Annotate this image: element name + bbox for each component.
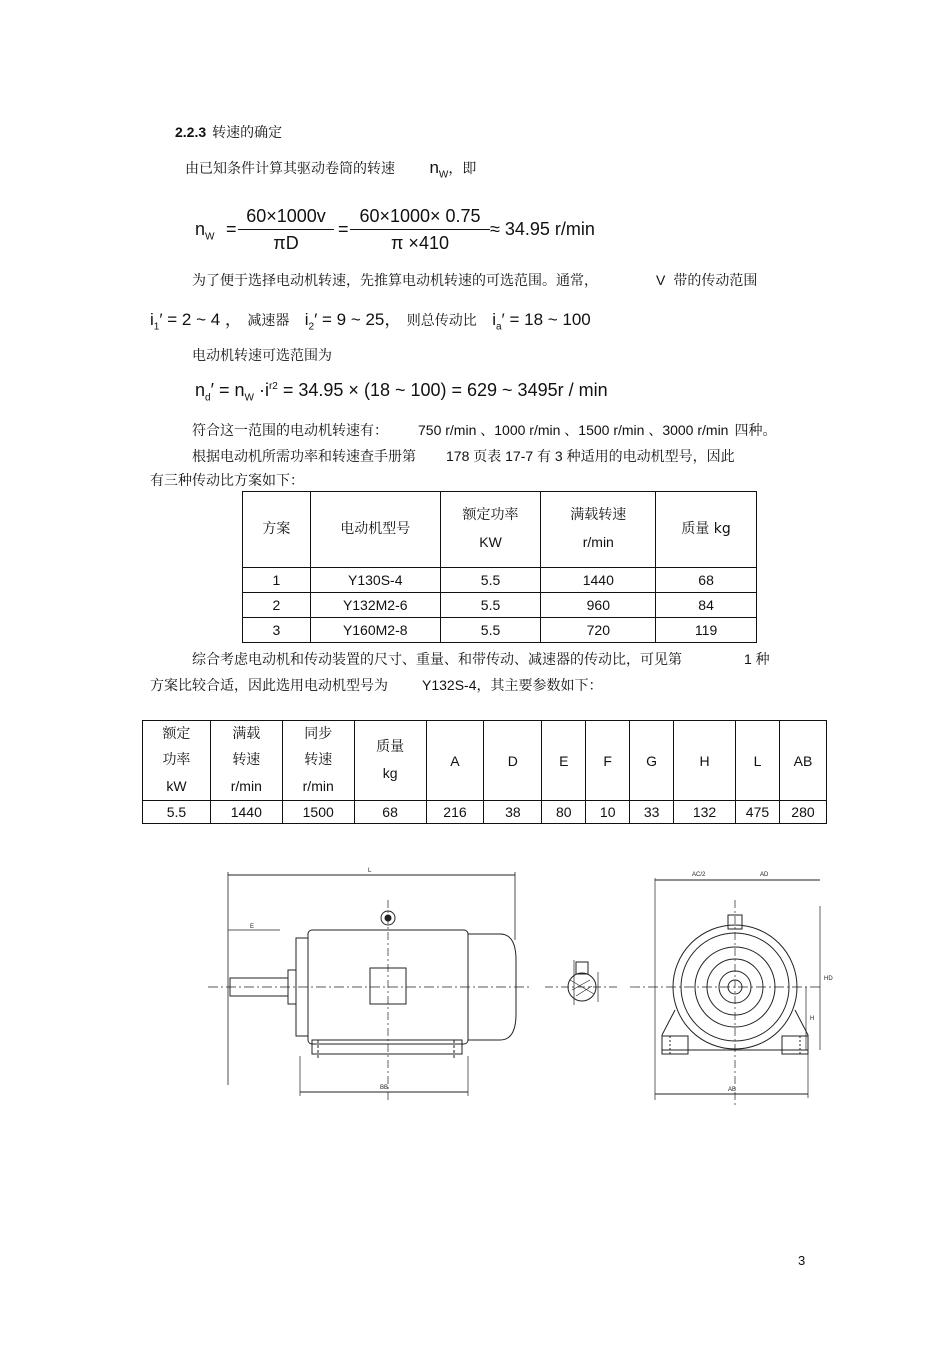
table2-h3-l0: 质量: [376, 739, 405, 755]
paragraph-6-b: 1 种: [744, 651, 770, 667]
ratios-line: [150, 305, 591, 332]
table1-h3-l0: 满载转速: [570, 507, 627, 523]
label-ac2: AC/2: [692, 872, 706, 878]
ratio-i2-symbol: i: [304, 310, 309, 329]
fraction-1-num: 60×1000v: [246, 206, 326, 226]
section-title: [175, 122, 282, 142]
table2-header-ab: AB: [779, 721, 826, 801]
reducer-label: 减速器: [247, 313, 290, 329]
table-cell: 5.5: [143, 801, 211, 824]
table2-h2-l1: 转速: [304, 752, 333, 768]
paragraph-4-text: 符合这一范围的电动机转速有：: [192, 423, 388, 439]
formula-eq-1: =: [226, 219, 237, 239]
fraction-1-den: πD: [273, 233, 299, 253]
foot-left: [662, 1036, 688, 1054]
table-cell: 1440: [210, 801, 282, 824]
paragraph-1-text: 由已知条件计算其驱动卷筒的转速: [185, 161, 395, 177]
table1-h4-l0: 质量 kg: [681, 521, 731, 537]
table2-header-sync-speed: [282, 721, 354, 801]
table-row: [243, 593, 757, 618]
table-cell: 280: [779, 801, 826, 824]
fraction-2-bar: [350, 229, 490, 230]
table1-h3-l1: r/min: [582, 534, 614, 550]
table1-header-mass: [656, 492, 757, 568]
paragraph-5-line-1: [192, 446, 735, 466]
formula2-mid: = n: [218, 380, 245, 400]
paragraph-2-text: 为了便于选择电动机转速，先推算电动机转速的可选范围。通常，: [192, 273, 598, 289]
formula2-lhs: n: [195, 380, 206, 400]
base-foot: [312, 1040, 462, 1054]
paragraph-4-tail: 四种。: [734, 423, 777, 439]
table-cell: 5.5: [440, 618, 541, 643]
table2-header-mass: [354, 721, 426, 801]
total-ratio-label: 则总传动比: [406, 313, 477, 329]
paragraph-6-c: 方案比较合适，因此选用电动机型号为: [150, 678, 388, 694]
label-ab: AB: [728, 1087, 737, 1093]
ratio-i1-symbol: i: [150, 310, 154, 329]
paragraph-1: [185, 158, 476, 180]
table1-h2-l0: 额定功率: [462, 507, 519, 523]
var-n: n: [429, 158, 439, 177]
formula2-sup: r2: [268, 381, 278, 392]
table-row: [243, 618, 757, 643]
fraction-1: [238, 206, 334, 254]
paragraph-6-line-1: [192, 649, 770, 669]
table1-header-model: [310, 492, 440, 568]
fraction-2-num: 60×1000× 0.75: [359, 206, 481, 226]
label-hd: HD: [824, 976, 833, 982]
formula2-prime: ′: [210, 380, 214, 400]
section-heading: 转速的确定: [212, 125, 283, 141]
table2-h0-l1: 功率: [162, 752, 191, 768]
table-cell: 1440: [541, 568, 656, 593]
label-ad: AD: [760, 872, 769, 878]
speed-options: 750 r/min 、1000 r/min 、1500 r/min 、3000 r/min: [418, 422, 729, 438]
table2-h1-l1: 转速: [232, 752, 261, 768]
label-l: L: [368, 868, 372, 874]
formula-result: ≈ 34.95 r/min: [490, 219, 595, 239]
table2-h1-l2: r/min: [230, 778, 262, 794]
ratio-i2-value: ′ = 9 ~ 25，: [314, 310, 402, 329]
formula2-rest: = 34.95 × (18 ~ 100) = 629 ~ 3495r / min: [282, 380, 608, 400]
table2-header-h: H: [674, 721, 736, 801]
paragraph-4: [192, 420, 776, 440]
table-cell: 38: [484, 801, 542, 824]
table-cell: 68: [656, 568, 757, 593]
table-cell: Y160M2-8: [310, 618, 440, 643]
formula2-lhs-sub: d: [205, 392, 211, 404]
ratio-ia: [492, 310, 591, 333]
paragraph-2: [192, 270, 757, 290]
paragraph-2-tail: 带的传动范围: [673, 273, 758, 289]
ratio-i1: [150, 310, 242, 333]
table2-header-full-load-speed: [210, 721, 282, 801]
table-row: [143, 801, 827, 824]
var-n-sub: W: [438, 169, 449, 181]
paragraph-3: 电动机转速可选范围为: [192, 348, 332, 364]
ratio-ia-sub: a: [495, 321, 502, 333]
table-cell: 68: [354, 801, 426, 824]
table2-header-e: E: [542, 721, 586, 801]
paragraph-6-a: 综合考虑电动机和传动装置的尺寸、重量、和带传动、减速器的传动比，可见第: [192, 652, 682, 668]
table1-header-scheme: [243, 492, 311, 568]
v-belt-label: V: [656, 272, 666, 288]
table2-h3-l1: kg: [382, 765, 398, 781]
key: [576, 962, 588, 974]
formula-lhs-n: n: [195, 219, 206, 239]
table-cell: 216: [426, 801, 484, 824]
table2-h0-l2: kW: [166, 778, 187, 794]
table-cell: 720: [541, 618, 656, 643]
table-cell: 5.5: [440, 568, 541, 593]
fraction-2: [350, 206, 490, 254]
table-cell: 33: [630, 801, 674, 824]
table2-h1-l0: 满载: [232, 726, 261, 742]
table2-header-l: L: [735, 721, 779, 801]
paragraph-6-d: Y132S-4，其主要参数如下：: [422, 677, 603, 693]
formula-eq-2: =: [338, 219, 349, 239]
formula-lhs-sub: W: [205, 231, 215, 243]
ratio-i1-value: ′ = 2 ~ 4 ，: [159, 310, 242, 329]
label-bb: BB: [380, 1085, 389, 1091]
paragraph-5-line-2: 有三种传动比方案如下：: [150, 473, 304, 489]
ratio-i1-sub: 1: [153, 321, 160, 333]
table1-header-speed: [541, 492, 656, 568]
shaft-section-view: [545, 960, 620, 1005]
table2-header-a: A: [426, 721, 484, 801]
page-number: 3: [798, 1253, 806, 1268]
label-h: H: [810, 1016, 815, 1022]
table2-h2-l2: r/min: [302, 778, 334, 794]
formula2-mid-sub: W: [244, 392, 254, 404]
ratio-i2-sub: 2: [308, 321, 315, 333]
ratio-ia-symbol: i: [492, 310, 496, 329]
table-cell: 3: [243, 618, 311, 643]
table-cell: 1: [243, 568, 311, 593]
table2-header-power: [143, 721, 211, 801]
fraction-2-den: π ×410: [391, 233, 449, 253]
paragraph-5-b: 178 页表 17-7 有 3 种适用的电动机型号，因此: [446, 448, 735, 464]
table1-header-row: [243, 492, 757, 568]
label-e: E: [250, 924, 255, 930]
table-cell: 132: [674, 801, 736, 824]
table-cell: 2: [243, 593, 311, 618]
table1-h0-l0: 方案: [262, 521, 291, 537]
table-cell: 960: [541, 593, 656, 618]
table-cell: 84: [656, 593, 757, 618]
paragraph-1-tail: ，即: [448, 161, 477, 177]
table2-header-f: F: [586, 721, 630, 801]
motor-front-view: [630, 872, 833, 1108]
motor-side-view: [208, 868, 530, 1100]
table-cell: 5.5: [440, 593, 541, 618]
table-row: [243, 568, 757, 593]
table1-h2-l1: KW: [479, 534, 502, 550]
table2-header-g: G: [630, 721, 674, 801]
paragraph-5-a: 根据电动机所需功率和转速查手册第: [192, 449, 416, 465]
table-cell: Y132M2-6: [310, 593, 440, 618]
ratio-ia-value: ′ = 18 ~ 100: [501, 310, 591, 329]
formula-range: [195, 380, 608, 404]
motor-dimension-drawing: [200, 860, 840, 1110]
paragraph-6-line-2: [150, 675, 602, 695]
fraction-1-bar: [238, 229, 334, 230]
ratio-i2: [304, 310, 402, 333]
table2-header-row: [143, 721, 827, 801]
formula2-i: ·i: [253, 380, 269, 400]
motor-parameters-table: [142, 720, 827, 824]
var-nw: [429, 158, 449, 181]
table-cell: Y130S-4: [310, 568, 440, 593]
table-cell: 119: [656, 618, 757, 643]
formula-lhs: [195, 219, 214, 243]
motor-options-table: [242, 491, 757, 643]
section-number: 2.2.3: [175, 124, 207, 140]
section-hatching: [570, 980, 594, 996]
table2-h2-l0: 同步: [304, 726, 333, 742]
table1-header-power: [440, 492, 541, 568]
table2-h0-l0: 额定: [162, 726, 191, 742]
table-cell: 475: [735, 801, 779, 824]
table2-header-d: D: [484, 721, 542, 801]
table1-h1-l0: 电动机型号: [340, 521, 411, 537]
table-cell: 80: [542, 801, 586, 824]
foot-right: [782, 1036, 808, 1054]
table-cell: 10: [586, 801, 630, 824]
table-cell: 1500: [282, 801, 354, 824]
